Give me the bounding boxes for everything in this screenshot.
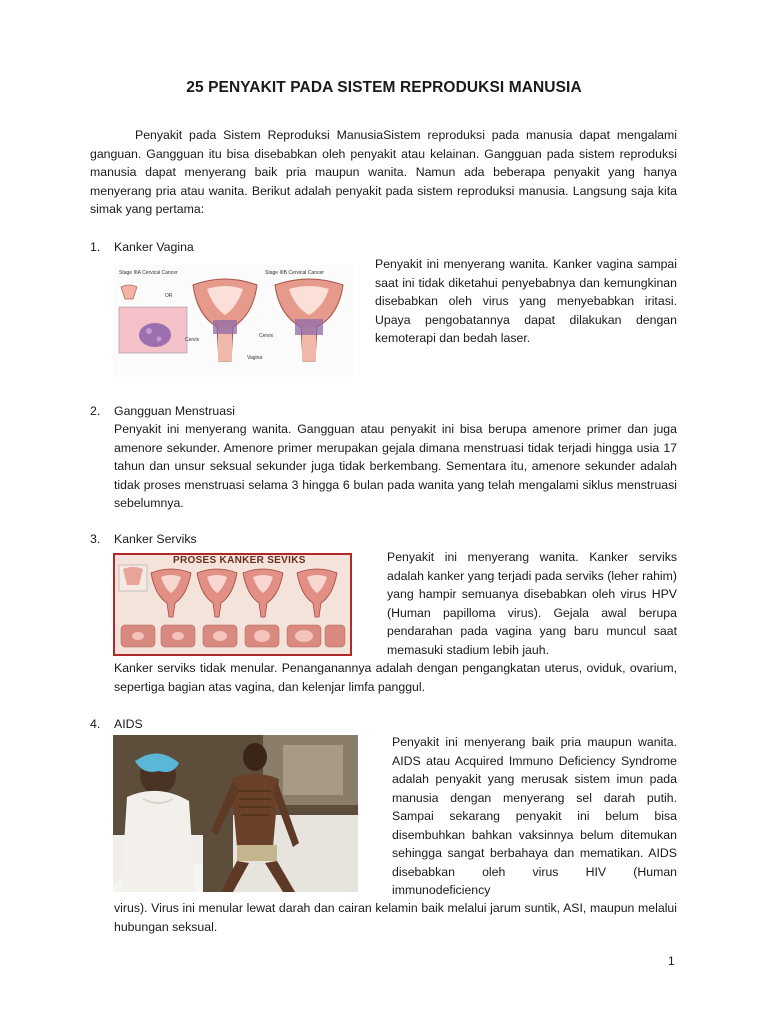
item-1-heading: Kanker Vagina — [114, 240, 194, 254]
item-2-text: Penyakit ini menyerang wanita. Gangguan atau penyakit ini bisa berupa amenore primer dan juga amenore sekunder. Amenore primer merupakan gejala dimana menstruasi tidak terjadi hingga usia 17 tahun dan unsur seksual sekunder juga tidak berkembang. Sementara itu, amenore sekunder adalah tidak proses menstruasi selama 3 hingga 6 bulan pada wanita yang telah mengalami siklus menstruasi sebelumnya. — [114, 422, 677, 510]
figure-cervix-right: Cervix — [259, 333, 274, 339]
item-4-side-text: Penyakit ini menyerang baik pria maupun wanita. AIDS atau Acquired Immuno Deficiency Syndrome adalah penyakit yang merusak sistem imun pada manusia dengan menyerang sel darah putih. Sampai sekarang penyakit ini belum bisa disembuhkan bahkan vaksinnya belum ditemukan sehingga sangat berbahaya dan mematikan. AIDS disebabkan oleh virus HIV (Human immunodeficiency — [392, 735, 677, 897]
item-1-text: Penyakit ini menyerang wanita. Kanker vagina sampai saat ini tidak diketahui penyebabnya dan kemungkinan disebabkan oleh virus yang menyebabkan iritasi. Upaya pengobatannya dapat dilakukan dengan kemoterapi dan bedah laser. — [375, 257, 677, 345]
cervical-cancer-illustration — [113, 265, 353, 377]
figure-vagina-label: Vagina — [247, 355, 263, 361]
page-number: 1 — [668, 954, 675, 968]
item-3-full-text: Kanker serviks tidak menular. Penanganannya adalah dengan pengangkatan uterus, oviduk, ovarium, sepertiga bagian atas vagina, dan kelenjar limfa panggul. — [114, 661, 677, 694]
figure-or-label: OR — [165, 293, 173, 299]
cervical-process-illustration — [115, 555, 350, 654]
item-3-heading: Kanker Serviks — [114, 532, 197, 546]
document-title: 25 PENYAKIT PADA SISTEM REPRODUKSI MANUSIA — [186, 79, 582, 96]
cervical-cancer-stage-figure — [113, 265, 353, 377]
aids-photo-illustration — [113, 735, 358, 892]
item-4-full-text: virus). Virus ini menular lewat darah dan cairan kelamin baik melalui jarum suntik, ASI, maupun melalui hubungan seksual. — [114, 901, 677, 934]
figure-cervix-left: Cervix — [185, 337, 200, 343]
figure-title: PROSES KANKER SEVIKS — [173, 555, 306, 566]
item-1-number: 1. — [90, 240, 101, 254]
item-2-number: 2. — [90, 404, 101, 418]
figure-left-caption: Stage IIIA Cervical Cancer — [119, 270, 178, 276]
item-4-heading: AIDS — [114, 717, 143, 731]
item-3-number: 3. — [90, 532, 101, 546]
item-4-number: 4. — [90, 717, 101, 731]
intro-paragraph: Penyakit pada Sistem Reproduksi ManusiaSistem reproduksi pada manusia dapat mengalami ganguan. Gangguan itu bisa disebabkan oleh penyakit atau kelainan. Gangguan pada sistem reproduksi manusia dapat menyerang baik pria maupun wanita. Namun ada beberapa penyakit yang hanya menyerang pria atau wanita. Berikut adalah penyakit pada sistem reproduksi manusia. Langsung saja kita simak yang pertama: — [90, 128, 677, 216]
aids-patient-photo — [113, 735, 358, 892]
item-3-side-text: Penyakit ini menyerang wanita. Kanker serviks adalah kanker yang terjadi pada serviks (leher rahim) yang hampir semuanya disebabkan oleh virus HPV (Human papilloma virus). Gejala awal berupa pendarahan pada vagina yang baru muncul saat memasuki stadium lebih jauh. — [387, 550, 677, 657]
cervical-cancer-process-figure — [113, 553, 352, 656]
figure-right-caption: Stage IIIB Cervical Cancer — [265, 270, 324, 276]
item-2-heading: Gangguan Menstruasi — [114, 404, 235, 418]
